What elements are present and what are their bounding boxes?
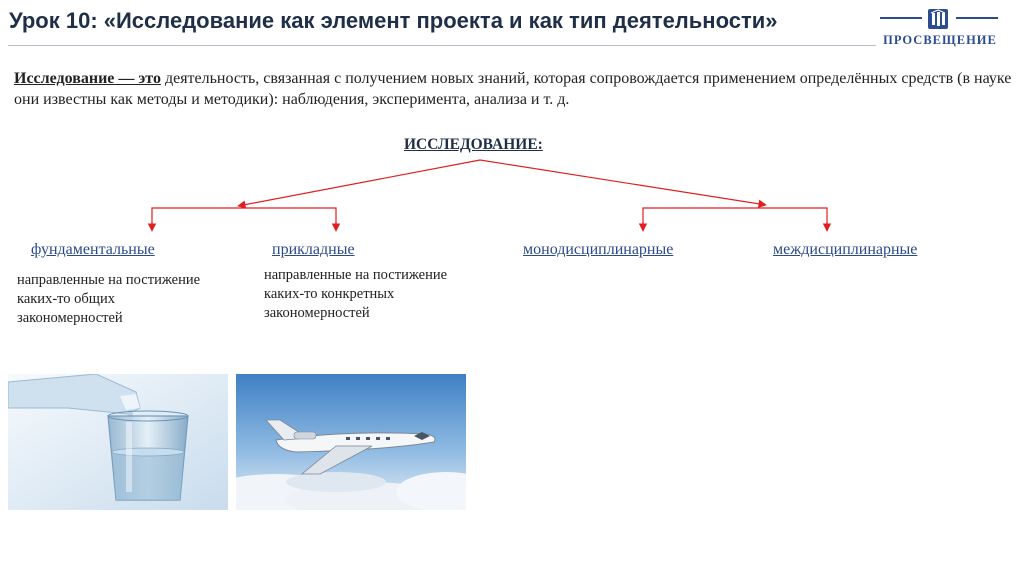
airplane-photo bbox=[236, 374, 466, 510]
category-applied[interactable]: прикладные bbox=[272, 241, 355, 258]
arrow-left-main bbox=[238, 160, 480, 206]
water-glass-photo bbox=[8, 374, 228, 510]
arrow-right-main bbox=[480, 160, 766, 205]
diagram-heading: ИССЛЕДОВАНИЕ: bbox=[404, 136, 543, 153]
fundamental-description: направленные на постижение каких-то общих закономерностей bbox=[17, 272, 201, 326]
category-fundamental[interactable]: фундаментальные bbox=[31, 241, 155, 258]
applied-description: направленные на постижение каких-то конкретных закономерностей bbox=[264, 267, 448, 321]
slide-title: Урок 10: «Исследование как элемент проекта и как тип деятельности» bbox=[9, 8, 778, 33]
definition-term: Исследование — это bbox=[14, 70, 161, 87]
category-interdisciplinary[interactable]: междисциплинарные bbox=[773, 241, 918, 258]
bracket-left bbox=[152, 208, 336, 230]
logo-text: ПРОСВЕЩЕНИЕ bbox=[883, 33, 997, 47]
category-monodisciplinary[interactable]: монодисциплинарные bbox=[523, 241, 674, 258]
definition-text: деятельность, связанная с получением новых знаний, которая сопровождается применением определённых средств (в науке они известны как методы и методики): наблюдения, эксперимента, анализа и т. д. bbox=[14, 70, 1012, 108]
bracket-right bbox=[643, 208, 827, 230]
